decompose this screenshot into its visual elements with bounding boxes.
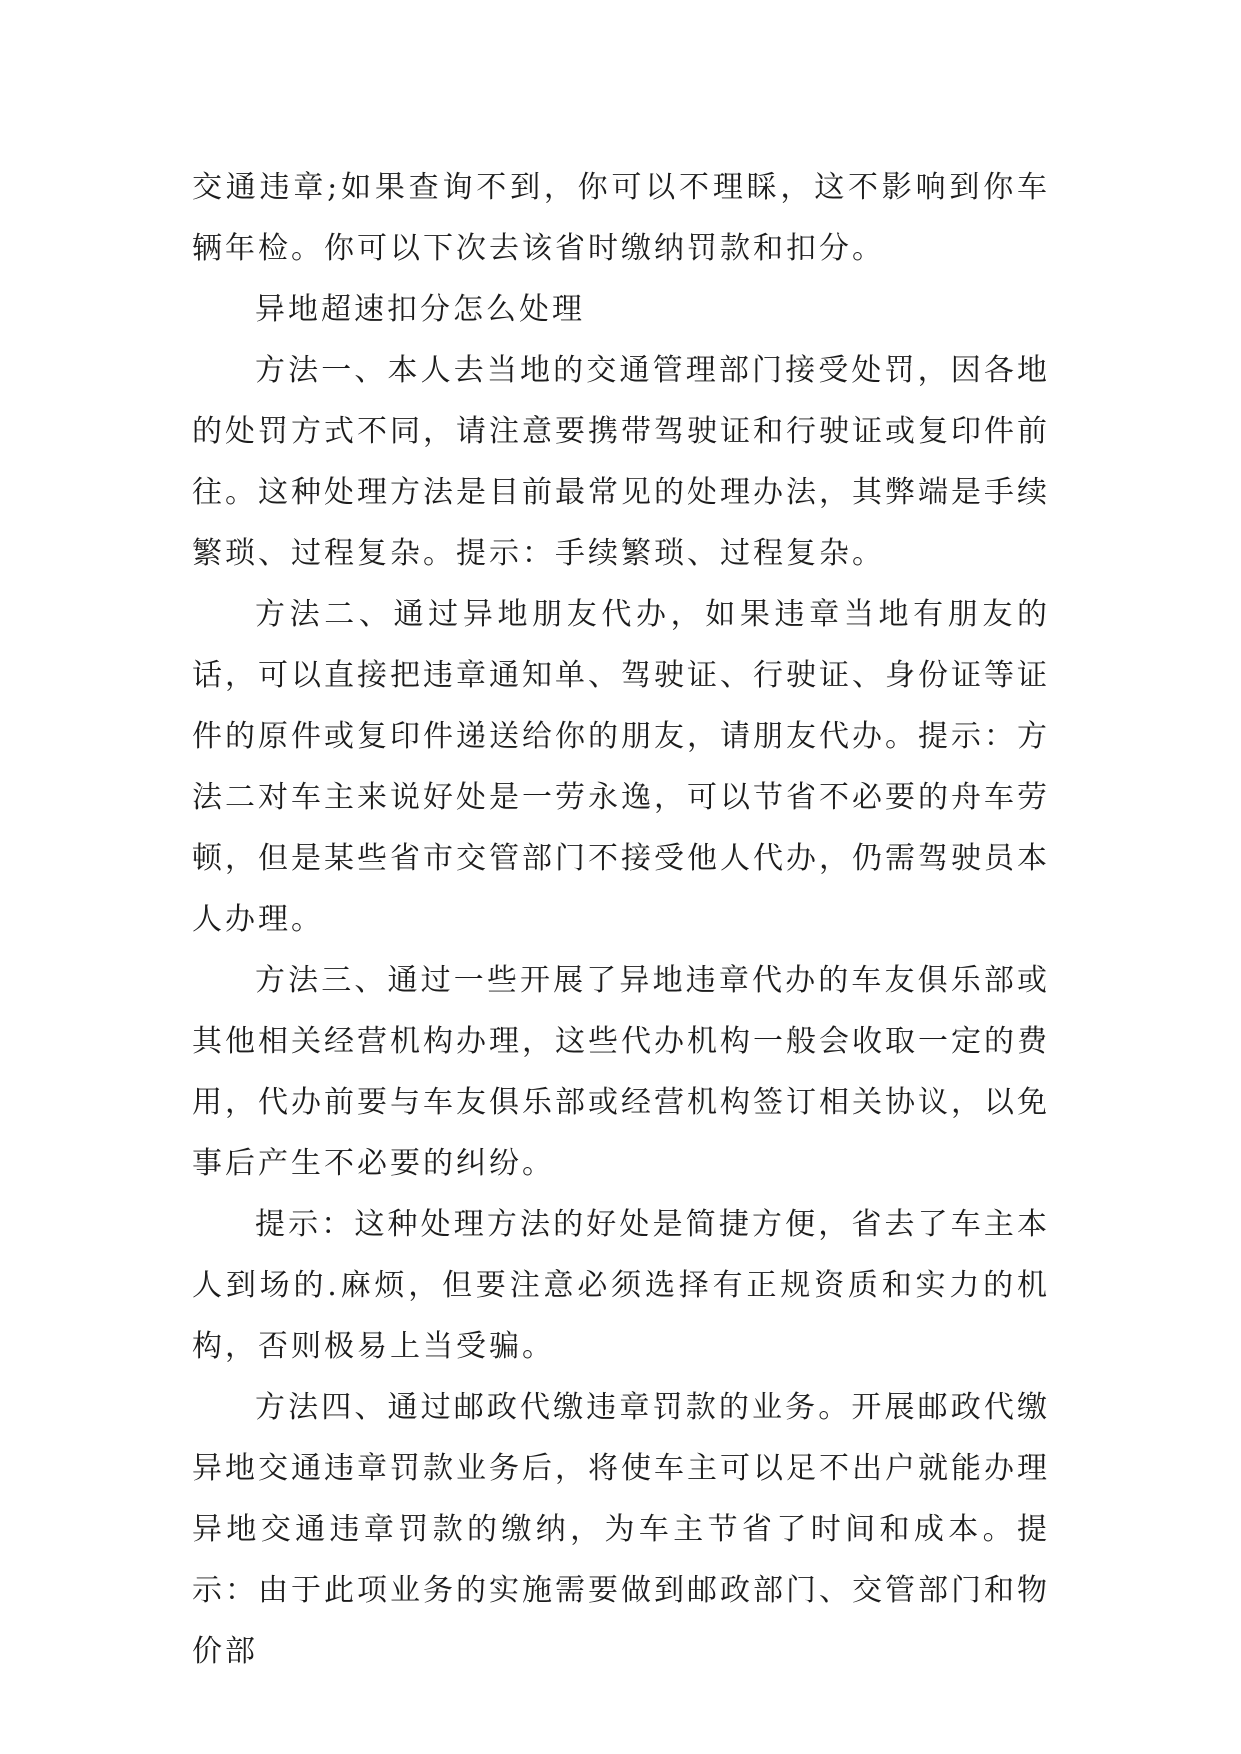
paragraph-method-3: 方法三、通过一些开展了异地违章代办的车友俱乐部或其他相关经营机构办理，这些代办机构一般会收取一定的费用，代办前要与车友俱乐部或经营机构签订相关协议，以免事后产生不必要的纠纷。: [192, 963, 1050, 1181]
paragraph-method-4: 方法四、通过邮政代缴违章罚款的业务。开展邮政代缴异地交通违章罚款业务后，将使车主可以足不出户就能办理异地交通违章罚款的缴纳，为车主节省了时间和成本。提示：由于此项业务的实施需要做到邮政部门、交管部门和物价部: [192, 1390, 1050, 1669]
paragraph-continuation: 交通违章;如果查询不到，你可以不理睬，这不影响到你车辆年检。你可以下次去该省时缴纳罚款和扣分。: [192, 170, 1050, 266]
paragraph-tip: 提示：这种处理方法的好处是简捷方便，省去了车主本人到场的.麻烦，但要注意必须选择有正规资质和实力的机构，否则极易上当受骗。: [192, 1207, 1050, 1364]
document-body: [192, 157, 1050, 1682]
paragraph-method-2: 方法二、通过异地朋友代办，如果违章当地有朋友的话，可以直接把违章通知单、驾驶证、行驶证、身份证等证件的原件或复印件递送给你的朋友，请朋友代办。提示：方法二对车主来说好处是一劳永逸，可以节省不必要的舟车劳顿，但是某些省市交管部门不接受他人代办，仍需驾驶员本人办理。: [192, 597, 1050, 937]
section-heading: 异地超速扣分怎么处理: [255, 292, 585, 327]
paragraph-method-1: 方法一、本人去当地的交通管理部门接受处罚，因各地的处罚方式不同，请注意要携带驾驶证和行驶证或复印件前往。这种处理方法是目前最常见的处理办法，其弊端是手续繁琐、过程复杂。提示：手续繁琐、过程复杂。: [192, 353, 1050, 571]
